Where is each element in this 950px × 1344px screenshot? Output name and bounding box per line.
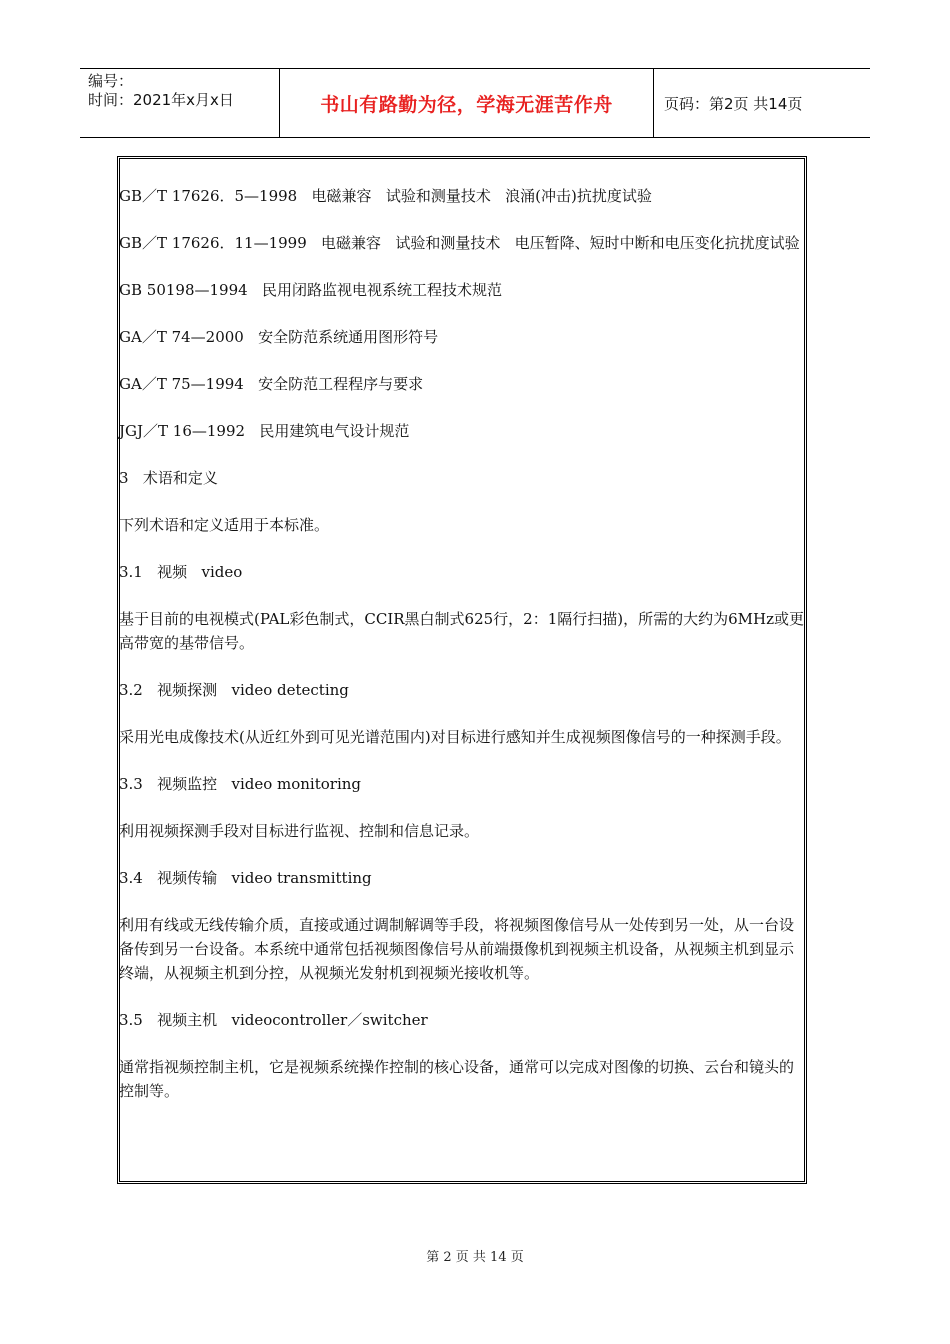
term-3-3-definition: 利用视频探测手段对目标进行监视、控制和信息记录。	[119, 822, 480, 840]
header-motto: 书山有路勤为径，学海无涯苦作舟	[280, 69, 654, 137]
time-label: 时间：2021年x月x日	[88, 91, 234, 109]
section-intro: 下列术语和定义适用于本标准。	[119, 516, 330, 534]
term-3-4-heading: 3.4 视频传输 video transmitting	[119, 869, 372, 887]
document-header	[80, 68, 870, 138]
header-page-info: 页码：第2页 共14页	[664, 94, 803, 113]
number-label: 编号：	[88, 72, 134, 90]
reference-gb17626-11: GB／T 17626．11—1999 电磁兼容 试验和测量技术 电压暂降、短时中断和电压变化抗扰度试验	[119, 234, 800, 252]
section-heading-terms: 3 术语和定义	[119, 469, 218, 487]
term-3-4-definition: 利用有线或无线传输介质，直接或通过调制解调等手段，将视频图像信号从一处传到另一处，从一台设备传到另一台设备。本系统中通常包括视频图像信号从前端摄像机到视频主机设备，从视频主机到显示终端，从视频主机到分控，从视频光发射机到视频光接收机等。	[119, 916, 795, 982]
reference-ga74: GA／T 74—2000 安全防范系统通用图形符号	[119, 328, 439, 346]
term-3-2-heading: 3.2 视频探测 video detecting	[119, 681, 349, 699]
term-3-1-heading: 3.1 视频 video	[119, 563, 243, 581]
term-3-2-definition: 采用光电成像技术(从近红外到可见光谱范围内)对目标进行感知并生成视频图像信号的一种探测手段。	[119, 728, 791, 746]
page-footer: 第 2 页 共 14 页	[426, 1250, 524, 1265]
term-3-3-heading: 3.3 视频监控 video monitoring	[119, 775, 362, 793]
reference-gb17626-5: GB／T 17626．5—1998 电磁兼容 试验和测量技术 浪涌(冲击)抗扰度试验	[119, 187, 652, 205]
reference-jgj16: JGJ／T 16—1992 民用建筑电气设计规范	[119, 422, 410, 440]
reference-ga75: GA／T 75—1994 安全防范工程程序与要求	[119, 375, 424, 393]
term-3-5-definition: 通常指视频控制主机，它是视频系统操作控制的核心设备，通常可以完成对图像的切换、云台和镜头的控制等。	[119, 1058, 795, 1100]
term-3-1-definition: 基于目前的电视模式(PAL彩色制式，CCIR黑白制式625行，2：1隔行扫描)，所需的大约为6MHz或更高带宽的基带信号。	[119, 610, 804, 652]
term-3-5-heading: 3.5 视频主机 videocontroller／switcher	[119, 1011, 428, 1029]
document-body	[119, 184, 805, 1126]
reference-gb50198: GB 50198—1994 民用闭路监视电视系统工程技术规范	[119, 281, 502, 299]
header-meta	[80, 69, 280, 137]
